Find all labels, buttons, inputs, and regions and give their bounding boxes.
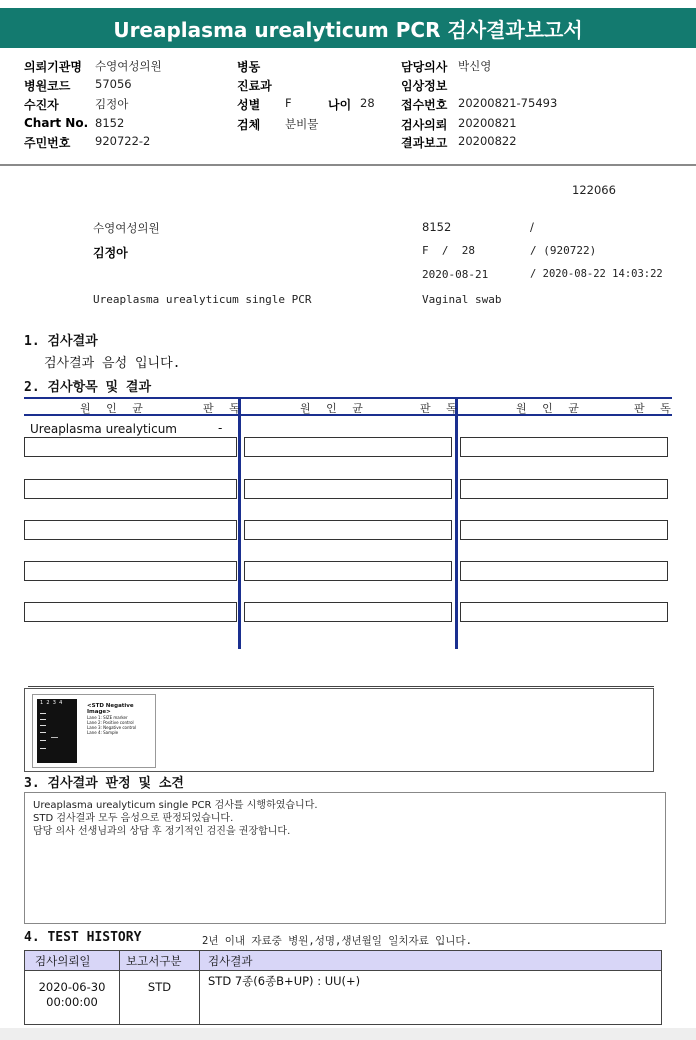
result-box (244, 520, 452, 540)
label-receipt-number: 접수번호 (401, 98, 448, 112)
label-hospital-code: 병원코드 (24, 79, 71, 93)
resident-number-value: 920722-2 (95, 134, 151, 148)
col-header-organism-1: 원 인 균 (80, 402, 149, 415)
test-request-value: 20200821 (458, 116, 517, 130)
finding-line: 담당 의사 선생님과의 상담 후 정기적인 검진을 권장합니다. (33, 826, 291, 837)
summary-sex-age: F / 28 (422, 244, 475, 257)
page-bottom-band (0, 1028, 696, 1040)
col-header-judgment-1: 판 독 (203, 402, 246, 415)
section1-result-text: 검사결과 음성 입니다. (44, 356, 181, 371)
requesting-institution-value: 수영여성의원 (95, 59, 162, 73)
gel-electrophoresis-image (37, 699, 77, 763)
section2-title: 2. 검사항목 및 결과 (24, 380, 152, 395)
summary-request-date: 2020-08-21 (422, 268, 489, 281)
physician-value: 박신영 (458, 59, 492, 73)
gel-legend-1: Lane 1: SIZE marker (87, 715, 128, 720)
result-box (244, 602, 452, 622)
finding-line: STD 검사결과 모두 음성으로 판정되었습니다. (33, 813, 234, 824)
summary-specimen: Vaginal swab (422, 293, 502, 306)
findings-box (24, 792, 666, 924)
result-box (244, 479, 452, 499)
history-table (24, 950, 662, 1025)
label-resident-number: 주민번호 (24, 136, 71, 150)
gel-band (40, 725, 46, 726)
section1-title: 1. 검사결과 (24, 334, 98, 349)
col-header-organism-2: 원 인 균 (300, 402, 369, 415)
summary-report-date: / 2020-08-22 14:03:22 (530, 268, 663, 280)
label-specimen: 검체 (237, 118, 261, 132)
summary-slash: / (530, 220, 534, 234)
gel-band (40, 719, 46, 720)
grid-divider-1 (238, 397, 241, 649)
receipt-number-value: 20200821-75493 (458, 96, 558, 110)
image-panel-rule (28, 686, 654, 687)
result-box (24, 437, 237, 457)
label-patient: 수진자 (24, 98, 59, 112)
col-header-judgment-3: 판 독 (634, 402, 677, 415)
gel-band (40, 740, 46, 741)
result-box (460, 437, 668, 457)
label-clinical-info: 임상정보 (401, 79, 448, 93)
label-result-report: 결과보고 (401, 136, 448, 150)
report-title: Ureaplasma urealyticum PCR 검사결과보고서 (0, 8, 696, 48)
gel-image (32, 694, 156, 768)
finding-line: Ureaplasma urealyticum single PCR 검사를 시행하였습니다. (33, 800, 318, 811)
summary-test-name: Ureaplasma urealyticum single PCR (93, 293, 312, 306)
result-box (24, 479, 237, 499)
gel-legend-2: Lane 2: Positive control (87, 720, 134, 725)
history-header-date: 검사의뢰일 (25, 951, 120, 971)
result-box (244, 561, 452, 581)
grid-top-rule (24, 397, 672, 399)
result-organism: Ureaplasma urealyticum (30, 422, 177, 436)
label-sex: 성별 (237, 98, 261, 112)
col-header-judgment-2: 판 독 (420, 402, 463, 415)
result-box (460, 520, 668, 540)
gel-band (51, 737, 58, 738)
label-department: 진료과 (237, 79, 272, 93)
age-value: 28 (360, 96, 375, 110)
label-chart-no: Chart No. (24, 116, 89, 130)
result-box (24, 602, 237, 622)
result-report-value: 20200822 (458, 134, 517, 148)
section3-title: 3. 검사결과 판정 및 소견 (24, 776, 184, 791)
history-result: STD 7종(6종B+UP) : UU(+) (200, 971, 662, 1025)
label-age: 나이 (328, 98, 352, 112)
table-row (25, 971, 662, 1025)
summary-chart: 8152 (422, 220, 452, 234)
summary-clinic: 수영여성의원 (93, 221, 160, 235)
hospital-code-value: 57056 (95, 77, 132, 91)
specimen-value: 분비물 (285, 117, 319, 131)
label-requesting-institution: 의뢰기관명 (24, 60, 82, 74)
section4-title: 4. TEST HISTORY (24, 930, 142, 945)
result-judgment: - (218, 421, 223, 435)
summary-birth: / (920722) (530, 244, 597, 257)
summary-code: 122066 (572, 183, 616, 197)
result-box (244, 437, 452, 457)
label-physician: 담당의사 (401, 60, 448, 74)
history-header-result: 검사결과 (200, 951, 662, 971)
gel-legend-4: Lane 4: Sample (87, 730, 119, 735)
gel-title: <STD Negative Image> (87, 703, 134, 715)
history-type: STD (120, 971, 200, 1025)
chart-no-value: 8152 (95, 116, 125, 130)
history-date-cell (25, 971, 120, 1025)
history-time: 00:00:00 (46, 995, 98, 1009)
label-test-request: 검사의뢰 (401, 118, 448, 132)
result-box (24, 561, 237, 581)
result-box (460, 602, 668, 622)
history-header-type: 보고서구분 (120, 951, 200, 971)
gel-lane-numbers: 1 2 3 4 (40, 700, 63, 706)
col-header-organism-3: 원 인 균 (516, 402, 585, 415)
header-divider (0, 164, 696, 166)
gel-band (40, 732, 46, 733)
patient-value: 김정아 (95, 97, 129, 111)
gel-band (40, 748, 46, 749)
result-box (460, 479, 668, 499)
sex-value: F (285, 96, 292, 110)
gel-legend-3: Lane 3: Negative control (87, 725, 137, 730)
history-date: 2020-06-30 (38, 980, 106, 994)
result-box (24, 520, 237, 540)
section4-note: 2년 이내 자료중 병원,성명,생년월일 일치자료 입니다. (202, 935, 472, 947)
summary-patient: 김정아 (93, 246, 128, 260)
gel-band (40, 713, 46, 714)
label-ward: 병동 (237, 60, 261, 74)
grid-divider-2 (455, 397, 458, 649)
result-box (460, 561, 668, 581)
